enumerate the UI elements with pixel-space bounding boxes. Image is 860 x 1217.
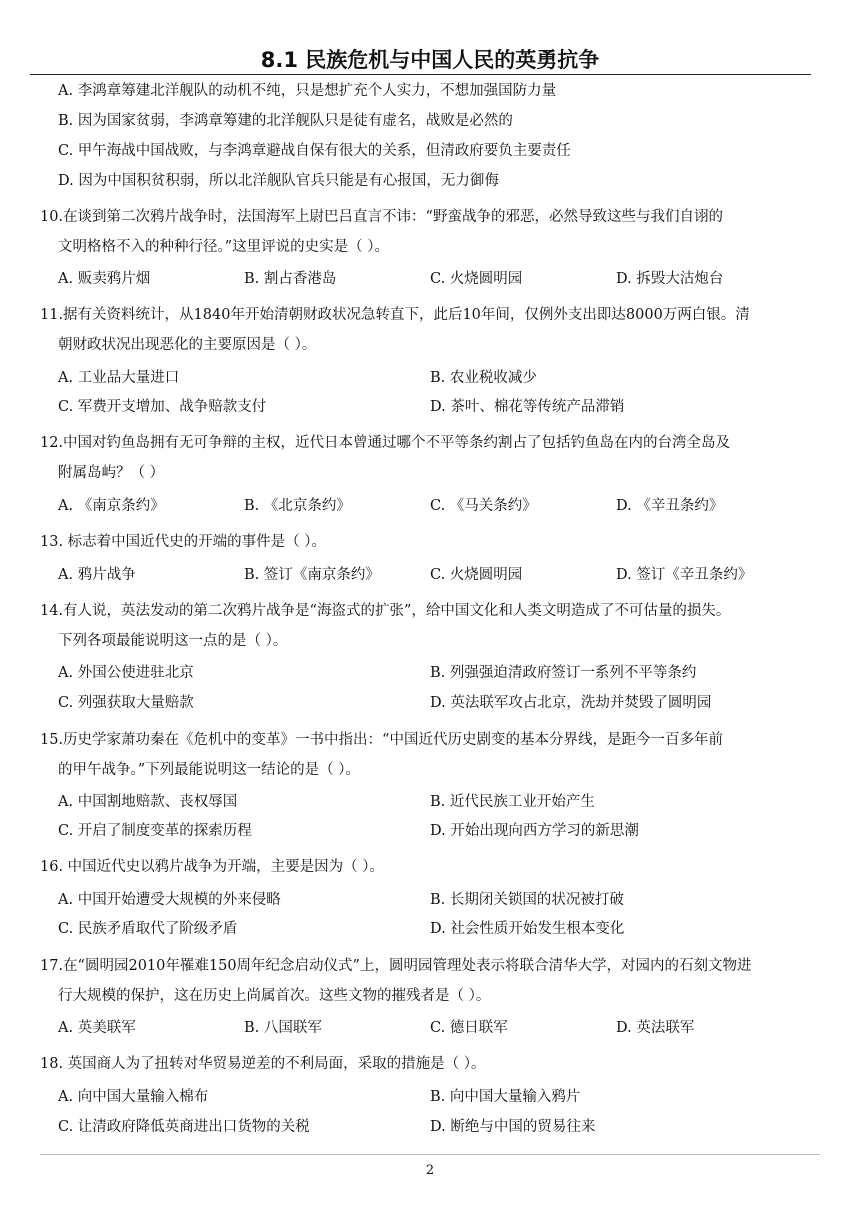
q16-option-b: B. 长期闭关锁国的状况被打破 [430,892,624,908]
q15-option-c: C. 开启了制度变革的探索历程 [58,823,252,839]
q12-option-c: C. 《马关条约》 [430,498,537,514]
q14-option-b: B. 列强强迫清政府签订一系列不平等条约 [430,665,697,681]
q16-option-c: C. 民族矛盾取代了阶级矛盾 [58,921,238,937]
q12-option-d: D. 《辛丑条约》 [616,498,724,514]
q12-option-b: B. 《北京条约》 [244,498,351,514]
page-title: 8.1 民族危机与中国人民的英勇抗争 [260,48,600,72]
q12-option-a: A. 《南京条约》 [58,498,165,514]
page-number: 2 [425,1163,435,1178]
q11-option-b: B. 农业税收减少 [430,370,537,386]
q15-option-d: D. 开始出现向西方学习的新思潮 [430,823,639,839]
q17-option-a: A. 英美联军 [58,1020,136,1036]
q18-option-a: A. 向中国大量输入棉布 [58,1089,209,1105]
q17-option-d: D. 英法联军 [616,1020,695,1036]
q11-stem-line-2: 朝财政状况出现恶化的主要原因是（ ）。 [58,337,317,353]
q13-stem: 13. 标志着中国近代史的开端的事件是（ ）。 [40,534,327,550]
q9-option-b: B. 因为国家贫弱，李鸿章筹建的北洋舰队只是徒有虚名，战败是必然的 [58,113,513,129]
q9-option-a: A. 李鸿章筹建北洋舰队的动机不纯，只是想扩充个人实力，不想加强国防力量 [58,83,557,99]
q10-stem-line-1: 10.在谈到第二次鸦片战争时，法国海军上尉巴吕直言不讳：“野蛮战争的邪恶，必然导致这些与我们自诩的 [40,209,723,225]
q12-stem-line-1: 12.中国对钓鱼岛拥有无可争辩的主权，近代日本曾通过哪个不平等条约割占了包括钓鱼岛在内的台湾全岛及 [40,435,731,451]
title-divider [30,74,811,75]
q11-option-a: A. 工业品大量进口 [58,370,180,386]
q10-option-c: C. 火烧圆明园 [430,271,523,287]
q11-stem-line-1: 11.据有关资料统计，从1840年开始清朝财政状况急转直下，此后10年间，仅例外支出即达8000万两白银。清 [40,307,750,323]
q17-stem-line-2: 行大规模的保护，这在历史上尚属首次。这些文物的摧残者是（ ）。 [58,988,491,1004]
q15-stem-line-2: 的甲午战争。”下列最能说明这一结论的是（ ）。 [58,762,361,778]
q15-option-a: A. 中国割地赔款、丧权辱国 [58,794,238,810]
q14-option-d: D. 英法联军攻占北京，洗劫并焚毁了圆明园 [430,695,712,711]
q17-stem-line-1: 17.在“圆明园2010年罹难150周年纪念启动仪式”上，圆明园管理处表示将联合清华大学，对园内的石刻文物进 [40,958,752,974]
q15-option-b: B. 近代民族工业开始产生 [430,794,595,810]
q11-option-c: C. 军费开支增加、战争赔款支付 [58,399,267,415]
q17-option-c: C. 德日联军 [430,1020,508,1036]
q14-stem-line-2: 下列各项最能说明这一点的是（ ）。 [58,633,288,649]
q18-option-c: C. 让清政府降低英商进出口货物的关税 [58,1119,310,1135]
q13-option-a: A. 鸦片战争 [58,567,136,583]
q12-stem-line-2: 附属岛屿？（ ） [58,465,165,481]
q14-option-c: C. 列强获取大量赔款 [58,695,194,711]
q13-option-d: D. 签订《辛丑条约》 [616,567,753,583]
q18-stem: 18. 英国商人为了扭转对华贸易逆差的不利局面，采取的措施是（ ）。 [40,1056,486,1072]
q10-option-a: A. 贩卖鸦片烟 [58,271,151,287]
footer-divider [40,1154,820,1155]
q14-stem-line-1: 14.有人说，英法发动的第二次鸦片战争是“海盗式的扩张”，给中国文化和人类文明造成了不可估量的损失。 [40,603,731,619]
q16-stem: 16. 中国近代史以鸦片战争为开端，主要是因为（ ）。 [40,859,385,875]
q10-option-b: B. 割占香港岛 [244,271,337,287]
q13-option-c: C. 火烧圆明园 [430,567,523,583]
q9-option-c: C. 甲午海战中国战败，与李鸿章避战自保有很大的关系，但清政府要负主要责任 [58,143,571,159]
q13-option-b: B. 签订《南京条约》 [244,567,380,583]
q17-option-b: B. 八国联军 [244,1020,322,1036]
q14-option-a: A. 外国公使进驻北京 [58,665,194,681]
q15-stem-line-1: 15.历史学家萧功秦在《危机中的变革》一书中指出：“中国近代历史剧变的基本分界线，是距今一百多年前 [40,732,723,748]
q10-option-d: D. 拆毁大沽炮台 [616,271,724,287]
q16-option-a: A. 中国开始遭受大规模的外来侵略 [58,892,281,908]
q18-option-b: B. 向中国大量输入鸦片 [430,1089,581,1105]
q16-option-d: D. 社会性质开始发生根本变化 [430,921,625,937]
q9-option-d: D. 因为中国积贫积弱，所以北洋舰队官兵只能是有心报国，无力御侮 [58,173,499,189]
q11-option-d: D. 茶叶、棉花等传统产品滞销 [430,399,625,415]
q18-option-d: D. 断绝与中国的贸易往来 [430,1119,596,1135]
q10-stem-line-2: 文明格格不入的种种行径。”这里评说的史实是（ ）。 [58,239,390,255]
